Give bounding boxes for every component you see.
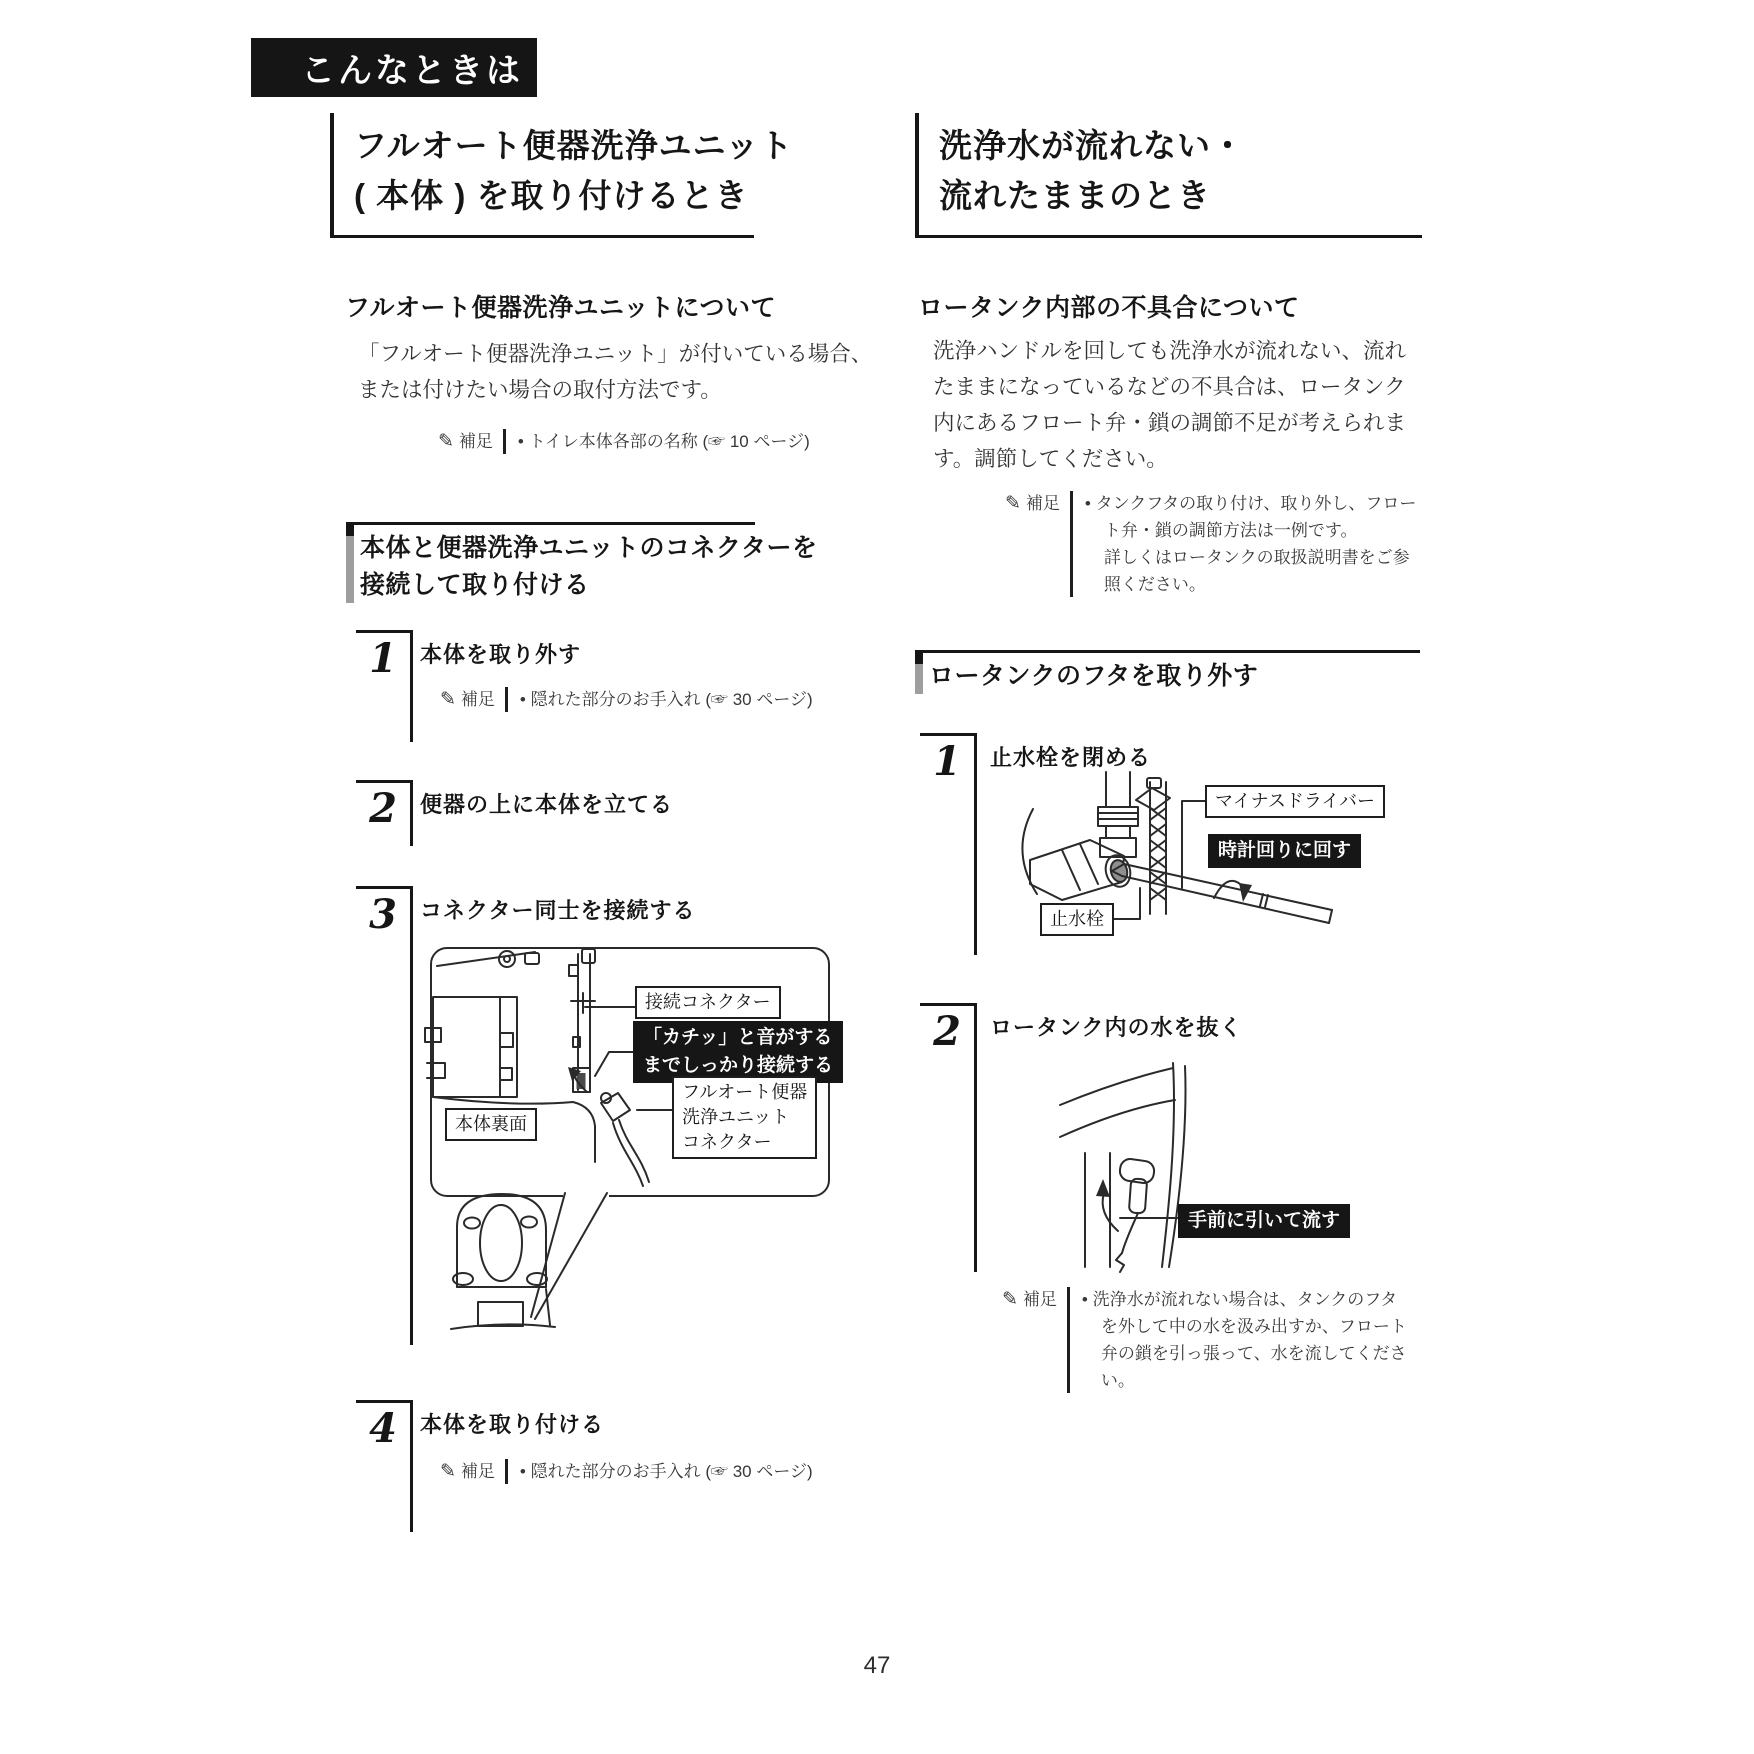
note-label: 補足 bbox=[460, 1462, 495, 1481]
screwdriver-label: マイナスドライバー bbox=[1205, 785, 1385, 818]
step-title: ロータンク内の水を抜く bbox=[990, 1015, 1243, 1040]
pull-to-flush-label: 手前に引いて流す bbox=[1178, 1204, 1350, 1238]
pencil-icon: ✎ bbox=[440, 1461, 456, 1482]
right-about-body bbox=[933, 333, 1406, 477]
step-rule bbox=[410, 630, 413, 742]
device-back-art bbox=[425, 949, 649, 1186]
pencil-icon: ✎ bbox=[438, 431, 454, 452]
step-rule bbox=[410, 886, 413, 1345]
step-rule bbox=[974, 733, 977, 955]
note-text: • 洗浄水が流れない場合は、タンクのフタ を外して中の水を汲み出すか、フロート 弁の鎖を引っ張って、水を流してくださ い。 bbox=[1081, 1290, 1407, 1390]
right-about-heading: ロータンク内部の不具合について bbox=[918, 294, 1300, 322]
left-title-line2: ( 本体 ) を取り付けるとき bbox=[354, 177, 749, 214]
right-bottom-note bbox=[1002, 1286, 1407, 1394]
right-title-line1: 洗浄水が流れない・ bbox=[939, 127, 1245, 164]
page-number: 47 bbox=[863, 1652, 891, 1679]
note-divider bbox=[505, 1459, 508, 1484]
note-divider bbox=[1067, 1287, 1070, 1393]
click-instruction-label: 「カチッ」と音がする までしっかり接続する bbox=[633, 1021, 843, 1083]
step-rule bbox=[410, 1400, 413, 1532]
right-procedure-heading: ロータンクのフタを取り外す bbox=[915, 650, 1420, 698]
right-title bbox=[915, 113, 1422, 238]
body-back-label: 本体裏面 bbox=[445, 1108, 537, 1141]
note-divider bbox=[1070, 491, 1073, 597]
left-title-line1: フルオート便器洗浄ユニット bbox=[354, 127, 794, 164]
toilet-top-view-art bbox=[451, 1194, 555, 1329]
procedure-heading-line2: 接続して取り付ける bbox=[360, 571, 590, 599]
body-line: 洗浄ハンドルを回しても洗浄水が流れない、流れ bbox=[933, 339, 1407, 363]
pencil-icon: ✎ bbox=[440, 689, 456, 710]
step-title: 止水栓を閉める bbox=[990, 745, 1152, 770]
right-title-line2: 流れたままのとき bbox=[939, 177, 1211, 214]
right-about-note bbox=[1005, 490, 1416, 598]
step-note bbox=[440, 1458, 813, 1485]
tank-art bbox=[1060, 1063, 1186, 1272]
note-divider bbox=[505, 687, 508, 712]
note-label: 補足 bbox=[458, 432, 493, 451]
step-rule bbox=[974, 1003, 977, 1272]
note-label: 補足 bbox=[1022, 1290, 1057, 1309]
step-note bbox=[440, 686, 813, 713]
note-label: 補足 bbox=[460, 690, 495, 709]
note-label: 補足 bbox=[1025, 494, 1060, 513]
body-line: す。調節してください。 bbox=[933, 447, 1168, 471]
left-title bbox=[330, 113, 794, 238]
left-about-heading: フルオート便器洗浄ユニットについて bbox=[345, 294, 777, 322]
body-line: たままになっているなどの不具合は、ロータンク bbox=[933, 375, 1406, 399]
body-line: 内にあるフロート弁・鎖の調節不足が考えられま bbox=[933, 411, 1407, 435]
step-number: 2 bbox=[920, 1003, 974, 1056]
step-title: 便器の上に本体を立てる bbox=[420, 792, 674, 817]
note-text: • タンクフタの取り付け、取り外し、フロー ト弁・鎖の調節方法は一例です。 詳しくはロータンクの取扱説明書をご参 照ください。 bbox=[1084, 494, 1417, 594]
step-title: コネクター同士を接続する bbox=[420, 898, 696, 923]
stop-valve-label: 止水栓 bbox=[1040, 903, 1114, 936]
procedure-heading-line1: 本体と便器洗浄ユニットのコネクターを bbox=[360, 534, 818, 562]
note-text: • 隠れた部分のお手入れ (☞ 30 ページ) bbox=[519, 690, 813, 709]
step-number: 1 bbox=[356, 630, 410, 683]
connector-label: 接続コネクター bbox=[635, 986, 781, 1019]
step-title: 本体を取り外す bbox=[420, 642, 582, 667]
body-line: または付けたい場合の取付方法です。 bbox=[358, 378, 722, 402]
section-badge: こんなときは bbox=[251, 38, 537, 97]
turn-clockwise-label: 時計回りに回す bbox=[1208, 834, 1361, 868]
step-title: 本体を取り付ける bbox=[420, 1412, 605, 1437]
left-about-body bbox=[358, 336, 872, 408]
note-text: • トイレ本体各部の名称 (☞ 10 ページ) bbox=[517, 432, 810, 451]
left-about-note bbox=[438, 428, 810, 455]
left-procedure-heading bbox=[346, 522, 818, 607]
step-number: 3 bbox=[356, 886, 410, 939]
unit-connector-label: フルオート便器 洗浄ユニット コネクター bbox=[672, 1076, 817, 1159]
tank-handle-diagram bbox=[1040, 1055, 1340, 1280]
pencil-icon: ✎ bbox=[1002, 1289, 1018, 1310]
note-divider bbox=[503, 429, 506, 454]
step-number: 1 bbox=[920, 733, 974, 786]
step-rule bbox=[410, 780, 413, 846]
note-text: • 隠れた部分のお手入れ (☞ 30 ページ) bbox=[519, 1462, 813, 1481]
pencil-icon: ✎ bbox=[1005, 493, 1021, 514]
step-number: 2 bbox=[356, 780, 410, 833]
body-line: 「フルオート便器洗浄ユニット」が付いている場合、 bbox=[358, 342, 873, 366]
step-number: 4 bbox=[356, 1400, 410, 1453]
